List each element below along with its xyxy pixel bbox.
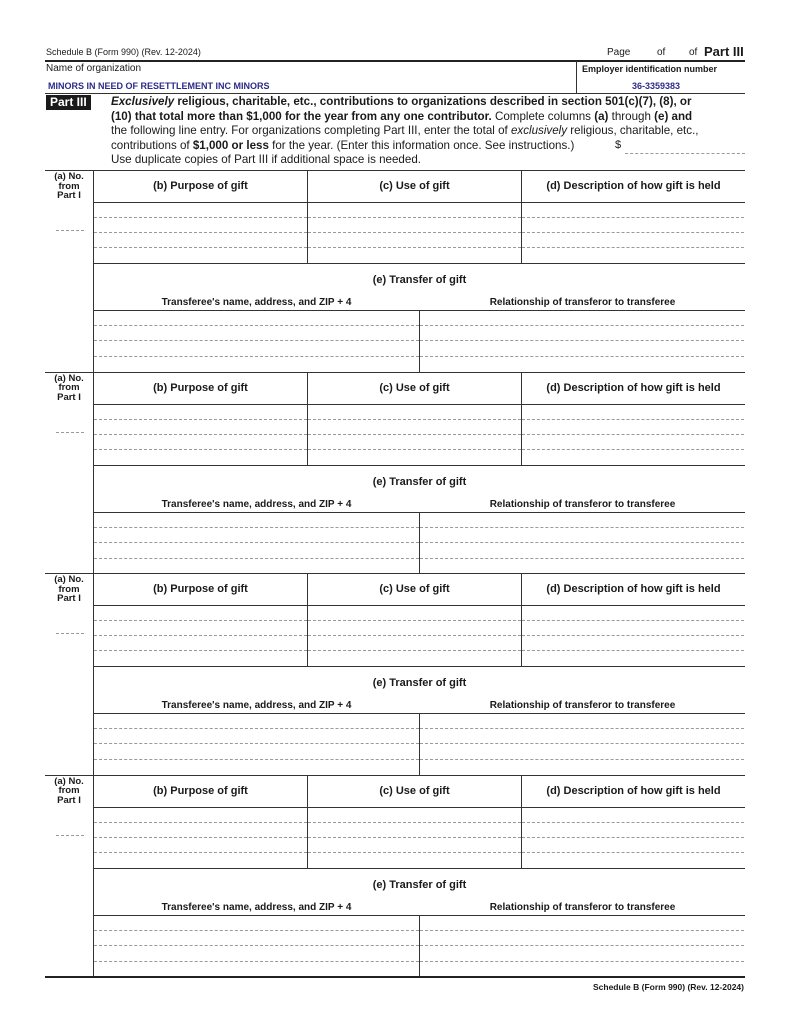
dotted-line <box>94 650 307 651</box>
dotted-line <box>522 852 744 853</box>
purpose-field[interactable] <box>94 203 307 263</box>
dotted-line <box>308 434 521 435</box>
relationship-field[interactable] <box>420 916 745 976</box>
gift-entry <box>0 775 791 977</box>
transferee-header: Transferee's name, address, and ZIP + 4 <box>161 297 352 308</box>
dotted-line <box>420 558 744 559</box>
col-c-header: (c) Use of gift <box>379 784 450 797</box>
section-rule <box>93 666 745 667</box>
dotted-line <box>308 635 521 636</box>
section-rule <box>93 263 745 264</box>
form-reference: Schedule B (Form 990) (Rev. 12-2024) <box>46 47 201 57</box>
col-b-header: (b) Purpose of gift <box>153 583 248 595</box>
gift-entry <box>0 372 791 574</box>
transferee-field[interactable] <box>94 916 419 976</box>
dotted-line <box>308 620 521 621</box>
dotted-line <box>308 419 521 420</box>
entry-top-rule <box>45 573 745 574</box>
col-d-header: (d) Description of how gift is held <box>546 381 721 394</box>
col-a-line1: (a) No. <box>54 171 84 182</box>
relationship-header: Relationship of transferor to transferee <box>489 901 676 913</box>
intro-text-4-end: for the year. (Enter this information once. See instructions.) <box>268 138 575 152</box>
intro-through: through <box>608 109 655 123</box>
dotted-line <box>420 325 744 326</box>
dotted-line <box>308 217 521 218</box>
col-d-header: (d) Description of how gift is held <box>546 583 721 595</box>
dotted-line <box>94 356 419 357</box>
relationship-field[interactable] <box>420 714 745 774</box>
dotted-line <box>308 852 521 853</box>
relationship-header: Relationship of transferor to transferee <box>489 700 676 711</box>
col-a-line2: from <box>58 583 80 595</box>
entry-top-rule <box>45 372 745 373</box>
transferee-header: Transferee's name, address, and ZIP + 4 <box>161 901 352 913</box>
dotted-line <box>308 449 521 450</box>
transferee-header: Transferee's name, address, and ZIP + 4 <box>161 498 352 510</box>
dotted-line <box>420 527 744 528</box>
col-a-line3: Part I <box>57 593 81 604</box>
gift-entry <box>0 573 791 775</box>
gift-entry <box>0 170 791 372</box>
dotted-line <box>420 743 744 744</box>
transferee-field[interactable] <box>94 513 419 573</box>
use-field[interactable] <box>308 808 521 868</box>
intro-italic: Exclusively <box>111 95 175 108</box>
dotted-line <box>94 325 419 326</box>
dotted-line <box>94 743 419 744</box>
part-label: Part III <box>704 44 744 59</box>
col-e-header: (e) Transfer of gift <box>372 878 467 891</box>
purpose-field[interactable] <box>94 405 307 465</box>
dotted-line <box>94 945 419 946</box>
relationship-field[interactable] <box>420 513 745 573</box>
col-a-line2: from <box>58 785 80 796</box>
dotted-line <box>522 232 744 233</box>
dotted-line <box>308 822 521 823</box>
dotted-line <box>94 822 307 823</box>
total-amount-field[interactable] <box>625 139 745 154</box>
of-label-2: of <box>689 47 698 58</box>
dotted-line <box>522 837 744 838</box>
dollar-sign: $ <box>615 139 622 151</box>
dotted-line <box>522 434 744 435</box>
dotted-line <box>420 728 744 729</box>
header-rule <box>45 60 745 62</box>
dotted-line <box>94 852 307 853</box>
ein-value[interactable]: 36-3359383 <box>632 81 681 91</box>
intro-col-e: (e) and <box>654 109 693 123</box>
dotted-line <box>94 837 307 838</box>
entry-no-field[interactable] <box>56 432 84 434</box>
use-field[interactable] <box>308 606 521 666</box>
ein-label: Employer identification number <box>582 64 718 74</box>
part-iii-badge: Part III <box>46 95 91 110</box>
dotted-line <box>308 232 521 233</box>
intro-text-2: Complete columns <box>491 109 595 123</box>
col-c-header: (c) Use of gift <box>379 180 450 192</box>
dotted-line <box>420 945 744 946</box>
col-b-header: (b) Purpose of gift <box>153 180 248 192</box>
col-c-header: (c) Use of gift <box>379 381 450 394</box>
dotted-line <box>522 247 744 248</box>
dotted-line <box>94 247 307 248</box>
description-field[interactable] <box>522 808 745 868</box>
entry-no-field[interactable] <box>56 633 84 635</box>
intro-italic-3: exclusively <box>510 124 568 138</box>
col-b-header: (b) Purpose of gift <box>153 784 248 797</box>
purpose-field[interactable] <box>94 606 307 666</box>
col-a-header <box>46 575 92 604</box>
col-a-header <box>46 172 92 201</box>
dotted-line <box>308 247 521 248</box>
col-a-line1: (a) No. <box>54 372 84 384</box>
dotted-line <box>94 542 419 543</box>
dotted-line <box>308 650 521 651</box>
col-a-line3: Part I <box>57 391 81 403</box>
col-e-header: (e) Transfer of gift <box>372 677 467 689</box>
col-d-header: (d) Description of how gift is held <box>546 180 721 192</box>
transferee-header: Transferee's name, address, and ZIP + 4 <box>161 700 352 711</box>
dotted-line <box>94 340 419 341</box>
dotted-line <box>94 419 307 420</box>
dotted-line <box>94 527 419 528</box>
footer-form-reference: Schedule B (Form 990) (Rev. 12-2024) <box>592 982 744 992</box>
entry-top-rule <box>45 170 745 171</box>
dotted-line <box>308 837 521 838</box>
col-a-header <box>46 374 92 403</box>
col-a-line3: Part I <box>57 190 81 201</box>
relationship-header: Relationship of transferor to transferee <box>489 297 676 308</box>
dotted-line <box>94 558 419 559</box>
purpose-field[interactable] <box>94 808 307 868</box>
col-e-header: (e) Transfer of gift <box>372 475 467 488</box>
entry-no-field[interactable] <box>56 835 84 837</box>
org-rule <box>45 93 745 94</box>
transferee-field[interactable] <box>94 714 419 774</box>
intro-text-4: contributions of <box>111 138 193 152</box>
col-a-line3: Part I <box>57 794 81 806</box>
intro-bold-1: religious, charitable, etc., contributions to organizations described in section 501(c)(7), (8), or <box>174 95 692 108</box>
part-iii-instructions <box>111 95 751 168</box>
relationship-field[interactable] <box>420 311 745 371</box>
intro-bold-2: (10) that total more than $1,000 for the year from any one contributor. <box>111 109 492 123</box>
description-field[interactable] <box>522 405 745 465</box>
use-field[interactable] <box>308 405 521 465</box>
dotted-line <box>522 620 744 621</box>
col-b-header: (b) Purpose of gift <box>153 381 248 394</box>
intro-text-3-end: religious, charitable, etc., <box>567 124 699 138</box>
description-field[interactable] <box>522 203 745 263</box>
dotted-line <box>522 217 744 218</box>
dotted-line <box>420 759 744 760</box>
dotted-line <box>94 232 307 233</box>
entry-top-rule <box>45 775 745 776</box>
section-rule <box>93 465 745 466</box>
dotted-line <box>94 620 307 621</box>
col-e-header: (e) Transfer of gift <box>372 274 467 286</box>
org-name-value[interactable]: MINORS IN NEED OF RESETTLEMENT INC MINORS <box>48 81 270 91</box>
dotted-line <box>420 356 744 357</box>
col-a-line1: (a) No. <box>54 574 84 585</box>
page-label: Page <box>607 47 631 58</box>
dotted-line <box>94 930 419 931</box>
dotted-line <box>94 635 307 636</box>
transferee-field[interactable] <box>94 311 419 371</box>
dotted-line <box>522 635 744 636</box>
entry-no-field[interactable] <box>56 230 84 232</box>
intro-bold-4: $1,000 or less <box>192 138 269 152</box>
dotted-line <box>420 542 744 543</box>
dotted-line <box>94 217 307 218</box>
section-rule <box>93 868 745 869</box>
col-a-line2: from <box>58 382 80 393</box>
dotted-line <box>522 419 744 420</box>
intro-col-a: (a) <box>594 109 609 123</box>
ein-divider <box>576 61 577 94</box>
intro-text-3: the following line entry. For organizations completing Part III, enter the total of <box>111 124 511 138</box>
relationship-header: Relationship of transferor to transferee <box>489 498 676 510</box>
dotted-line <box>94 759 419 760</box>
dotted-line <box>94 728 419 729</box>
dotted-line <box>420 930 744 931</box>
dotted-line <box>420 340 744 341</box>
intro-text-5: Use duplicate copies of Part III if additional space is needed. <box>111 153 421 167</box>
dotted-line <box>522 449 744 450</box>
col-a-line2: from <box>58 180 80 192</box>
col-a-header <box>46 777 92 806</box>
col-a-line1: (a) No. <box>54 775 84 787</box>
of-label: of <box>657 47 666 58</box>
bottom-rule <box>45 976 745 978</box>
org-name-label: Name of organization <box>46 63 142 74</box>
dotted-line <box>94 434 307 435</box>
dotted-line <box>94 449 307 450</box>
dotted-line <box>94 961 419 962</box>
description-field[interactable] <box>522 606 745 666</box>
col-c-header: (c) Use of gift <box>379 583 450 595</box>
dotted-line <box>522 822 744 823</box>
use-field[interactable] <box>308 203 521 263</box>
dotted-line <box>420 961 744 962</box>
col-d-header: (d) Description of how gift is held <box>546 784 721 797</box>
dotted-line <box>522 650 744 651</box>
